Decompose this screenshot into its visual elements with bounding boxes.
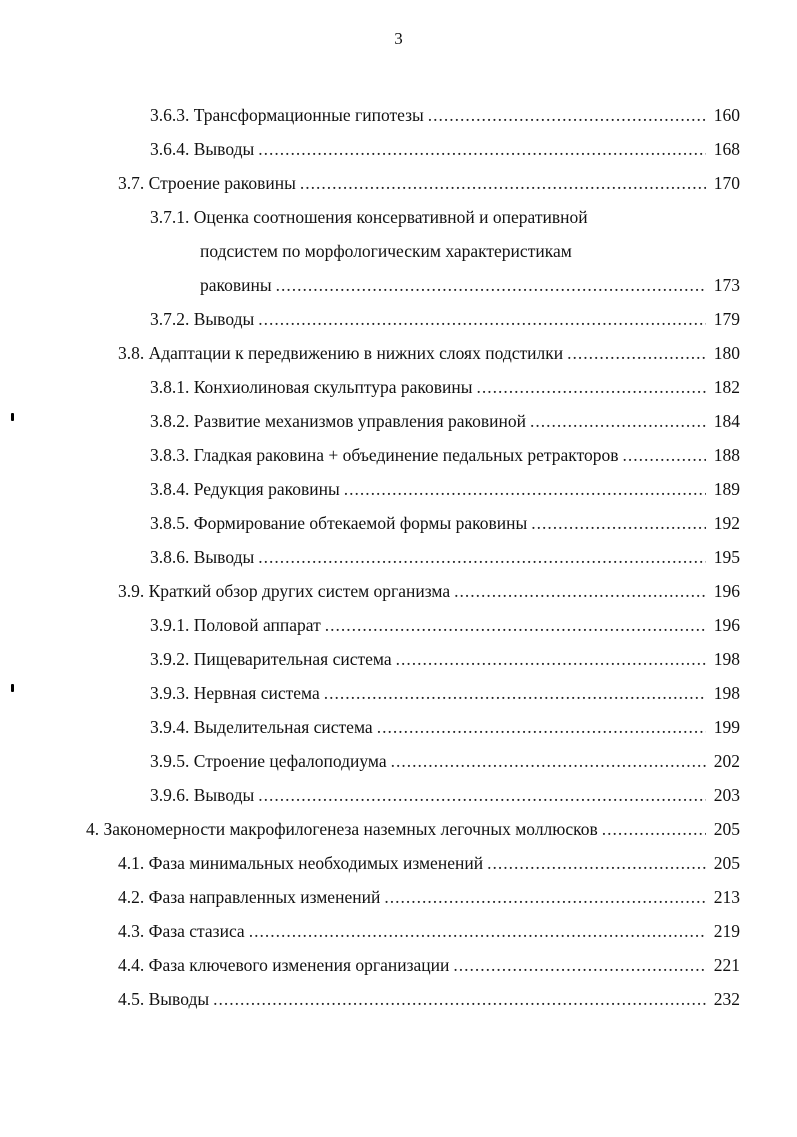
toc-entry-4-1[interactable] [118, 846, 740, 880]
toc-entry-4-2[interactable] [118, 880, 740, 914]
toc-entry-3-8[interactable] [118, 336, 740, 370]
leader-dots [598, 812, 706, 846]
toc-entry-page: 221 [713, 955, 740, 975]
toc-entry-3-9-3[interactable] [150, 676, 740, 710]
toc-entry-page: 184 [713, 411, 740, 431]
page-number: 3 [394, 29, 403, 48]
toc-entry-4[interactable] [86, 812, 740, 846]
toc-entry-label: 3.6.4. Выводы [150, 139, 255, 159]
scan-artifact [11, 413, 14, 421]
leader-dots [209, 982, 706, 1016]
toc-entry-label: 3.9.6. Выводы [150, 785, 255, 805]
toc-entry-3-8-3[interactable] [150, 438, 740, 472]
toc-entry-label: 3.9. Краткий обзор других систем организма [118, 581, 451, 601]
toc-entry-4-4[interactable] [118, 948, 740, 982]
toc-entry-3-7-1-line2[interactable]: подсистем по морфологическим характеристикам [200, 241, 572, 261]
leader-dots [619, 438, 706, 472]
toc-entry-label: 3.9.4. Выделительная система [150, 717, 373, 737]
leader-dots [373, 710, 706, 744]
leader-dots [254, 132, 706, 166]
toc-entry-3-9-4[interactable] [150, 710, 740, 744]
toc-entry-page: 196 [713, 581, 740, 601]
leader-dots [527, 506, 706, 540]
toc-entry-label: 3.7.2. Выводы [150, 309, 255, 329]
toc-entry-3-7-1[interactable] [200, 268, 740, 302]
toc-entry-label: 3.9.3. Нервная система [150, 683, 320, 703]
toc-entry-3-9-2[interactable] [150, 642, 740, 676]
toc-entry-3-8-5[interactable] [150, 506, 740, 540]
toc-entry-label: 3.9.2. Пищеварительная система [150, 649, 392, 669]
toc-entry-3-8-6[interactable] [150, 540, 740, 574]
leader-dots [380, 880, 706, 914]
leader-dots [563, 336, 706, 370]
leader-dots [526, 404, 706, 438]
toc-entry-label: 4.4. Фаза ключевого изменения организации [118, 955, 450, 975]
toc-entry-3-9-6[interactable] [150, 778, 740, 812]
toc-entry-3-7-2[interactable] [150, 302, 740, 336]
scan-artifact [11, 684, 14, 692]
leader-dots [296, 166, 706, 200]
toc-entry-label: 3.7. Строение раковины [118, 173, 296, 193]
toc-entry-3-8-1[interactable] [150, 370, 740, 404]
leader-dots [272, 268, 706, 302]
toc-entry-page: 179 [713, 309, 740, 329]
toc-entry-page: 168 [713, 139, 740, 159]
toc-entry-3-7[interactable] [118, 166, 740, 200]
toc-entry-page: 205 [713, 853, 740, 873]
toc-entry-page: 213 [713, 887, 740, 907]
toc-entry-label: 4.2. Фаза направленных изменений [118, 887, 381, 907]
toc-entry-page: 203 [713, 785, 740, 805]
toc-entry-label: 3.8.6. Выводы [150, 547, 255, 567]
toc-entry-page: 196 [713, 615, 740, 635]
toc-entry-3-6-3[interactable] [150, 98, 740, 132]
toc-entry-label: 3.9.1. Половой аппарат [150, 615, 321, 635]
toc-entry-page: 180 [713, 343, 740, 363]
leader-dots [483, 846, 706, 880]
toc-entry-3-8-2[interactable] [150, 404, 740, 438]
leader-dots [450, 574, 706, 608]
toc-entry-label: 3.6.3. Трансформационные гипотезы [150, 105, 424, 125]
toc-entry-page: 198 [713, 683, 740, 703]
toc-entry-label: 3.8.5. Формирование обтекаемой формы раковины [150, 513, 528, 533]
toc-entry-page: 182 [713, 377, 740, 397]
toc-entry-page: 170 [713, 173, 740, 193]
toc-entry-page: 219 [713, 921, 740, 941]
toc-entry-label: раковины [200, 275, 272, 295]
toc-entry-label: 3.9.5. Строение цефалоподиума [150, 751, 387, 771]
toc-entry-page: 205 [713, 819, 740, 839]
toc-entry-page: 198 [713, 649, 740, 669]
toc-entry-page: 189 [713, 479, 740, 499]
leader-dots [320, 676, 706, 710]
toc-entry-label: 3.8. Адаптации к передвижению в нижних слоях подстилки [118, 343, 564, 363]
toc-entry-4-5[interactable] [118, 982, 740, 1016]
toc-entry-label: 3.8.2. Развитие механизмов управления раковиной [150, 411, 527, 431]
leader-dots [424, 98, 706, 132]
toc-entry-3-9[interactable] [118, 574, 740, 608]
toc-entry-3-8-4[interactable] [150, 472, 740, 506]
toc-entry-label: 4.3. Фаза стазиса [118, 921, 245, 941]
leader-dots [254, 540, 706, 574]
toc-entry-page: 192 [713, 513, 740, 533]
leader-dots [473, 370, 706, 404]
leader-dots [254, 778, 706, 812]
leader-dots [340, 472, 706, 506]
toc-entry-3-9-1[interactable] [150, 608, 740, 642]
leader-dots [321, 608, 706, 642]
toc-entry-page: 173 [713, 275, 740, 295]
toc-entry-page: 160 [713, 105, 740, 125]
leader-dots [392, 642, 706, 676]
leader-dots [387, 744, 706, 778]
toc-entry-page: 232 [713, 989, 740, 1009]
toc-entry-page: 188 [713, 445, 740, 465]
toc-entry-label: 3.8.1. Конхиолиновая скульптура раковины [150, 377, 473, 397]
toc-entry-page: 202 [713, 751, 740, 771]
toc-entry-label: 4. Закономерности макрофилогенеза наземных легочных моллюсков [86, 819, 598, 839]
toc-entry-label: 4.1. Фаза минимальных необходимых изменений [118, 853, 484, 873]
toc-entry-3-6-4[interactable] [150, 132, 740, 166]
toc-entry-label: 3.8.3. Гладкая раковина + объединение педальных ретракторов [150, 445, 619, 465]
toc-entry-page: 199 [713, 717, 740, 737]
toc-entry-page: 195 [713, 547, 740, 567]
toc-entry-4-3[interactable] [118, 914, 740, 948]
leader-dots [449, 948, 706, 982]
toc-entry-label: 3.8.4. Редукция раковины [150, 479, 340, 499]
leader-dots [254, 302, 706, 336]
toc-entry-3-9-5[interactable] [150, 744, 740, 778]
toc-entry-label: 4.5. Выводы [118, 989, 210, 1009]
toc-entry-3-7-1-line1[interactable]: 3.7.1. Оценка соотношения консервативной и оперативной [150, 207, 588, 227]
leader-dots [245, 914, 706, 948]
